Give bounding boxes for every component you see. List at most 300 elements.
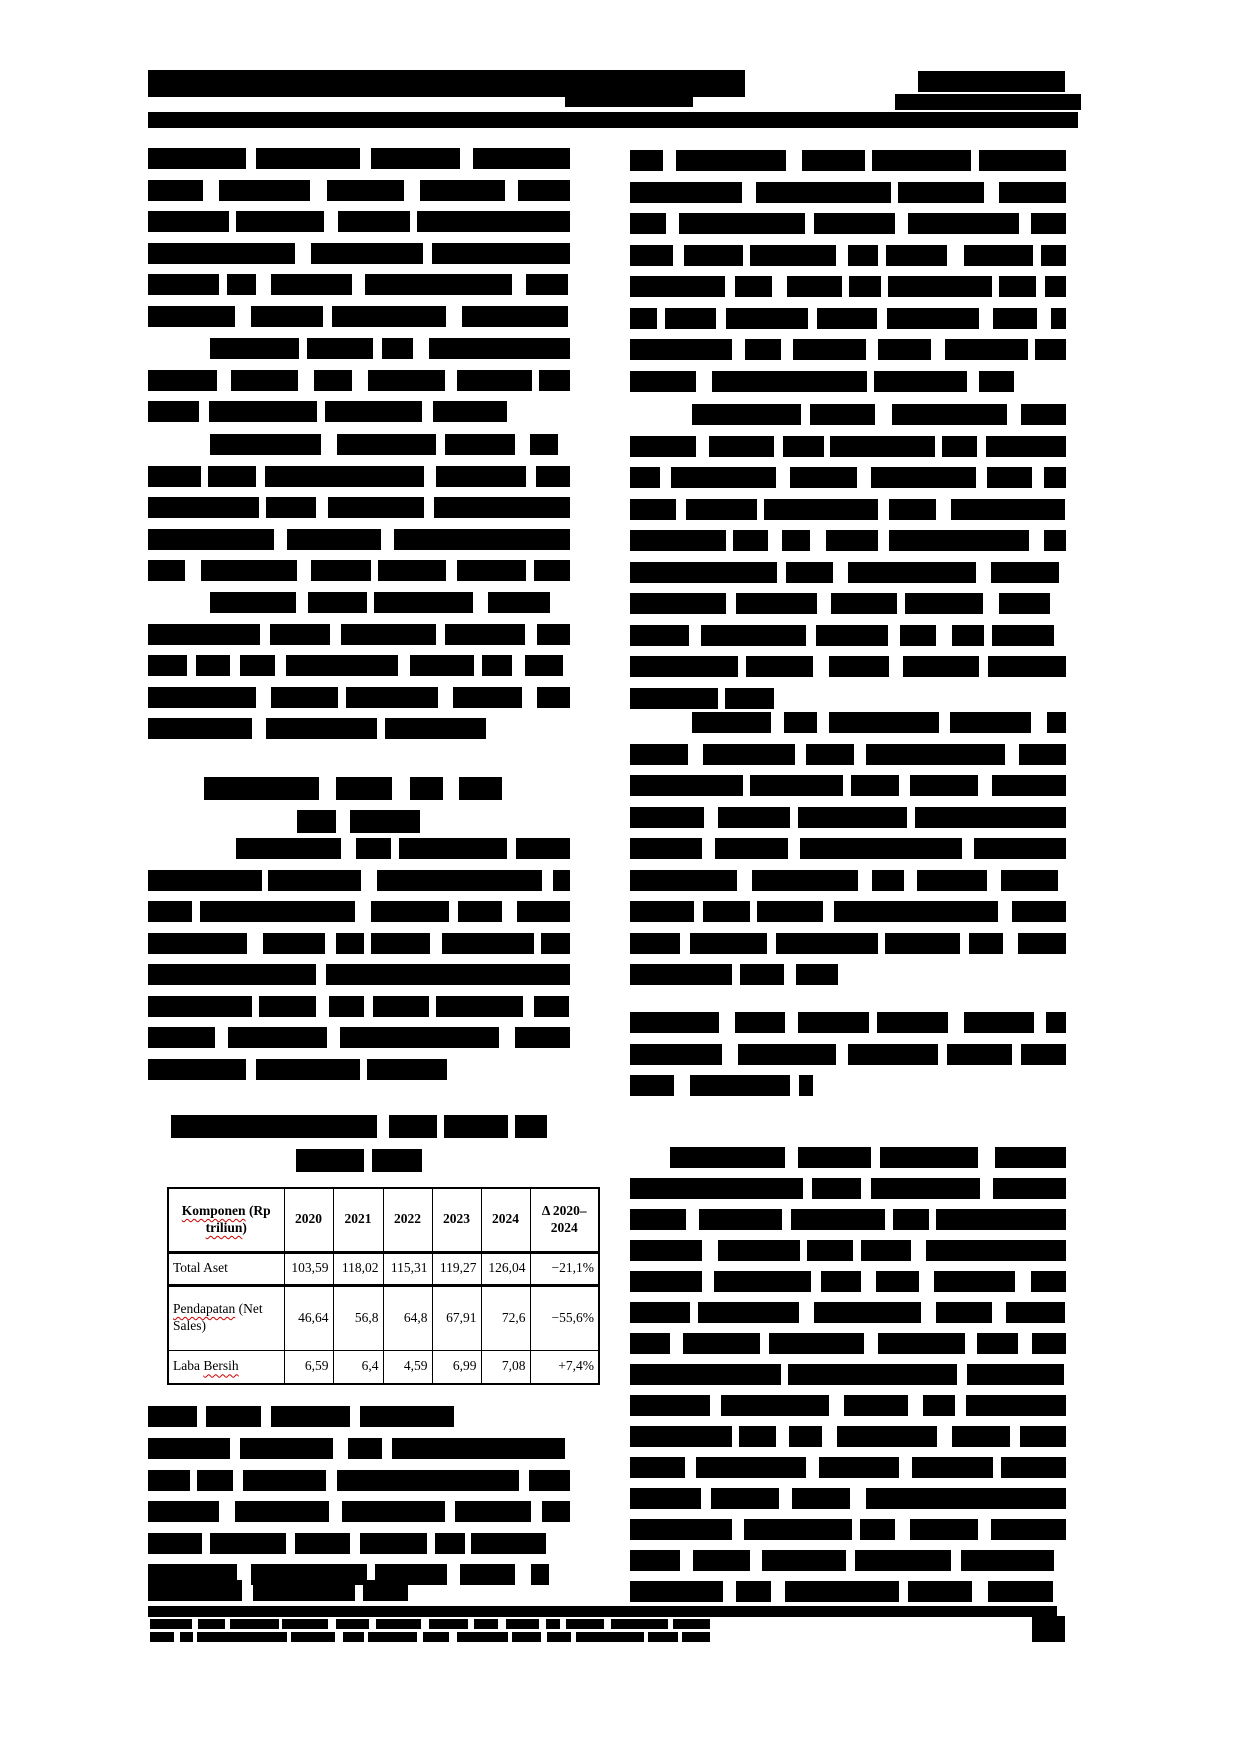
right-para-5-redaction-bar — [739, 1426, 775, 1447]
left-para-4-redaction-bar — [482, 655, 512, 676]
right-para-5-redaction-bar — [807, 1240, 853, 1261]
header-rule — [148, 112, 1078, 128]
table-caption-redaction-redaction-bar — [515, 1115, 547, 1138]
left-para-4-redaction-bar — [286, 655, 336, 676]
table-cell: 6,4 — [333, 1350, 383, 1384]
right-para-1-redaction-bar — [802, 150, 865, 171]
right-para-4-redaction-bar — [690, 1075, 790, 1096]
left-para-4-redaction-bar — [537, 624, 570, 645]
left-para-3-redaction-bar — [516, 497, 570, 518]
table-cell: 67,91 — [432, 1285, 481, 1350]
footnote-redaction-redaction-bar — [546, 1619, 560, 1629]
left-para-5-redaction-bar — [200, 901, 288, 922]
left-para-6-redaction-bar — [529, 1470, 570, 1491]
left-subheading-redaction-bar — [148, 1406, 197, 1427]
left-para-6-redaction-bar — [148, 1501, 219, 1522]
right-para-5-redaction-bar — [819, 1457, 899, 1478]
footnote-redaction-redaction-bar — [230, 1619, 279, 1629]
left-para-5-redaction-bar — [256, 1059, 360, 1080]
right-para-3-redaction-bar — [630, 807, 704, 828]
left-para-6-redaction-bar — [471, 1533, 546, 1554]
right-para-5-redaction-bar — [995, 1147, 1066, 1168]
right-para-5-redaction-bar — [792, 1488, 850, 1509]
word: (Rp — [245, 1202, 271, 1218]
right-para-5-redaction-bar — [788, 1364, 848, 1385]
right-para-5-redaction-bar — [1044, 1488, 1066, 1509]
left-para-2-redaction-bar — [382, 338, 413, 359]
left-para-3-redaction-bar — [445, 434, 515, 455]
right-para-2-redaction-bar — [892, 404, 1007, 425]
left-para-3-redaction-bar — [148, 466, 201, 487]
table-cell: 118,02 — [333, 1252, 383, 1285]
right-para-3-redaction-bar — [974, 838, 1066, 859]
left-para-4-redaction-bar — [410, 655, 474, 676]
footnote-redaction-redaction-bar — [368, 1632, 417, 1642]
left-para-1-redaction-bar — [473, 148, 570, 169]
right-para-2-redaction-bar — [871, 467, 976, 488]
right-para-5-redaction-bar — [967, 1364, 1064, 1385]
right-para-3-redaction-bar — [630, 964, 732, 985]
left-para-6-redaction-bar — [542, 1501, 570, 1522]
footnote-redaction-redaction-bar — [474, 1619, 498, 1629]
right-para-5-redaction-bar — [630, 1519, 732, 1540]
left-para-5-redaction-bar — [217, 933, 247, 954]
table-caption-redaction-redaction-bar — [296, 1149, 365, 1172]
left-para-4-redaction-bar — [148, 655, 187, 676]
right-para-1-redaction-bar — [844, 182, 891, 203]
table-caption-redaction-redaction-bar — [444, 1115, 508, 1138]
left-para-5-redaction-bar — [288, 901, 355, 922]
right-para-1-redaction-bar — [848, 245, 878, 266]
right-para-1-redaction-bar — [849, 276, 881, 297]
right-para-2-redaction-bar — [764, 499, 878, 520]
left-para-5-redaction-bar — [263, 933, 326, 954]
left-para-6-redaction-bar — [240, 1438, 334, 1459]
left-para-3-redaction-bar — [148, 560, 185, 581]
left-para-3-redaction-bar — [394, 529, 498, 550]
right-para-5-redaction-bar — [814, 1302, 921, 1323]
left-para-1-redaction-bar — [518, 180, 570, 201]
right-para-2-redaction-bar — [816, 625, 888, 646]
right-para-5-redaction-bar — [721, 1395, 829, 1416]
right-para-1-redaction-bar — [886, 245, 947, 266]
right-para-4-redaction-bar — [630, 1012, 719, 1033]
left-para-1-redaction-bar — [338, 211, 410, 232]
right-para-5-redaction-bar — [976, 1488, 1044, 1509]
right-para-5-redaction-bar — [908, 1581, 972, 1602]
left-para-6-redaction-bar — [295, 1533, 350, 1554]
left-para-1-redaction-bar — [256, 148, 360, 169]
table-cell: 4,59 — [383, 1350, 432, 1384]
left-para-2-redaction-bar — [231, 370, 298, 391]
right-para-5-redaction-bar — [745, 1364, 780, 1385]
right-para-5-redaction-bar — [1011, 1209, 1066, 1230]
left-para-3-redaction-bar — [434, 497, 516, 518]
right-para-1-redaction-bar — [979, 150, 1066, 171]
right-para-5-redaction-bar — [991, 1519, 1066, 1540]
right-para-5-redaction-bar — [630, 1209, 686, 1230]
left-section-heading-redaction-bar — [336, 777, 392, 800]
left-para-6-redaction-bar — [460, 1564, 515, 1585]
left-para-4-redaction-bar — [444, 592, 474, 613]
right-para-5-redaction-bar — [926, 1240, 1039, 1261]
right-para-3-redaction-bar — [969, 933, 1002, 954]
right-para-3-redaction-bar — [703, 901, 750, 922]
right-para-5-redaction-bar — [871, 1178, 980, 1199]
right-para-5-redaction-bar — [785, 1581, 898, 1602]
table-row-pendapatan — [168, 1285, 599, 1350]
left-para-4-redaction-bar — [453, 687, 522, 708]
left-para-3-redaction-bar — [265, 466, 360, 487]
left-para-1-redaction-bar — [311, 243, 423, 264]
left-para-5-redaction-bar — [439, 964, 540, 985]
left-para-6-redaction-bar — [197, 1470, 233, 1491]
right-para-2-redaction-bar — [746, 656, 814, 677]
left-para-4-redaction-bar — [148, 718, 252, 739]
right-para-2-redaction-bar — [701, 625, 807, 646]
right-para-5-redaction-bar — [866, 1488, 976, 1509]
left-para-3-redaction-bar — [337, 434, 436, 455]
table-cell: 56,8 — [333, 1285, 383, 1350]
footnote-redaction-redaction-bar — [512, 1632, 541, 1642]
footnote-redaction-redaction-bar — [576, 1632, 606, 1642]
left-para-2-redaction-bar — [429, 338, 487, 359]
left-para-2-redaction-bar — [539, 370, 570, 391]
right-para-5-redaction-bar — [630, 1550, 680, 1571]
right-para-2-redaction-bar — [987, 467, 1032, 488]
left-para-4-redaction-bar — [271, 687, 338, 708]
left-para-6-redaction-bar — [455, 1501, 531, 1522]
table-cell: 115,31 — [383, 1252, 432, 1285]
right-para-2-redaction-bar — [831, 593, 897, 614]
left-para-5-redaction-bar — [148, 1027, 215, 1048]
right-para-3-redaction-bar — [752, 870, 858, 891]
right-para-1-redaction-bar — [745, 339, 781, 360]
table-delta-cell: −21,1% — [530, 1252, 599, 1285]
left-para-3-redaction-bar — [210, 434, 277, 455]
left-para-3-redaction-bar — [148, 497, 259, 518]
table-cell: 126,04 — [481, 1252, 530, 1285]
footer-rule — [148, 1606, 1057, 1617]
right-para-1-redaction-bar — [665, 308, 716, 329]
footnote-redaction-redaction-bar — [150, 1619, 192, 1629]
table-year-header-2020: 2020 — [284, 1188, 333, 1252]
right-para-3-redaction-bar — [992, 775, 1066, 796]
right-para-5-redaction-bar — [699, 1209, 782, 1230]
right-para-5-redaction-bar — [630, 1426, 732, 1447]
footnote-redaction-redaction-bar — [311, 1632, 334, 1642]
table-row-label — [168, 1350, 284, 1384]
left-para-1-redaction-bar — [546, 243, 570, 264]
left-para-5-redaction-bar — [541, 933, 569, 954]
left-para-6-redaction-bar — [435, 1533, 465, 1554]
footnote-redaction-redaction-bar — [150, 1632, 174, 1642]
right-para-2-redaction-bar — [942, 436, 977, 457]
right-para-1-redaction-bar — [726, 308, 808, 329]
word: Laba — [173, 1358, 204, 1374]
footnote-redaction-redaction-bar — [198, 1619, 225, 1629]
table-header-row — [168, 1188, 599, 1252]
left-para-5-redaction-bar — [356, 838, 391, 859]
right-para-2-redaction-bar — [952, 625, 984, 646]
right-para-1-redaction-bar — [750, 245, 836, 266]
footnote-redaction-redaction-bar — [429, 1619, 468, 1629]
right-para-4-redaction-bar — [738, 1044, 836, 1065]
right-para-1-redaction-bar — [775, 213, 805, 234]
right-para-5-redaction-bar — [789, 1426, 822, 1447]
footnote-redaction-redaction-bar — [611, 1619, 626, 1629]
right-para-5-redaction-bar — [910, 1519, 978, 1540]
left-para-5-redaction-bar — [373, 996, 429, 1017]
right-para-3-redaction-bar — [950, 712, 1031, 733]
right-para-2-redaction-bar — [686, 499, 757, 520]
left-para-5-redaction-bar — [436, 996, 523, 1017]
left-para-1-redaction-bar — [459, 211, 570, 232]
right-para-2-redaction-bar — [986, 436, 1066, 457]
left-para-5-redaction-bar — [534, 996, 569, 1017]
right-para-2-redaction-bar — [630, 467, 660, 488]
right-para-1-redaction-bar — [757, 371, 866, 392]
right-para-5-redaction-bar — [630, 1581, 723, 1602]
right-para-5-redaction-bar — [923, 1395, 955, 1416]
footnote-redaction-redaction-bar — [625, 1619, 667, 1629]
right-para-1-redaction-bar — [630, 150, 663, 171]
right-para-2-redaction-bar — [630, 688, 718, 709]
right-para-1-redaction-bar — [1045, 276, 1066, 297]
right-para-3-redaction-bar — [630, 901, 694, 922]
right-para-3-redaction-bar — [829, 712, 939, 733]
left-para-6-redaction-bar — [531, 1564, 549, 1585]
left-para-4-redaction-bar — [341, 624, 436, 645]
left-para-1-redaction-bar — [148, 274, 219, 295]
left-para-6-redaction-bar — [210, 1533, 286, 1554]
right-para-5-redaction-bar — [936, 1209, 1011, 1230]
right-para-5-redaction-bar — [880, 1147, 978, 1168]
table-row-laba-bersih — [168, 1350, 599, 1384]
left-section-heading-redaction-bar — [410, 777, 442, 800]
right-para-1-redaction-bar — [793, 339, 865, 360]
right-para-1-redaction-bar — [979, 371, 1013, 392]
left-para-2-redaction-bar — [209, 401, 318, 422]
right-para-5-redaction-bar — [849, 1364, 957, 1385]
left-section-heading-redaction-bar — [459, 777, 501, 800]
table-cell: 103,59 — [284, 1252, 333, 1285]
table-caption-redaction-redaction-bar — [171, 1115, 280, 1138]
table-cell: 72,6 — [481, 1285, 530, 1350]
right-para-1-redaction-bar — [735, 276, 772, 297]
right-para-5-redaction-bar — [762, 1550, 846, 1571]
left-para-3-redaction-bar — [378, 560, 446, 581]
right-para-3-redaction-bar — [630, 838, 702, 859]
right-para-1-redaction-bar — [964, 245, 1034, 266]
right-para-2-redaction-bar — [829, 656, 889, 677]
right-para-4-redaction-bar — [630, 1075, 674, 1096]
footnote-redaction-redaction-bar — [245, 1632, 286, 1642]
right-para-1-redaction-bar — [872, 150, 970, 171]
table-delta-cell: +7,4% — [530, 1350, 599, 1384]
right-para-3-redaction-bar — [630, 870, 737, 891]
left-para-6-redaction-bar — [235, 1501, 329, 1522]
table-year-header-2023: 2023 — [432, 1188, 481, 1252]
footnote-redaction-redaction-bar — [423, 1632, 450, 1642]
right-para-5-redaction-bar — [744, 1519, 852, 1540]
right-para-3-redaction-bar — [703, 744, 796, 765]
right-para-1-redaction-bar — [630, 213, 666, 234]
right-para-1-redaction-bar — [630, 245, 673, 266]
right-para-5-redaction-bar — [684, 1364, 746, 1385]
right-para-2-redaction-bar — [889, 530, 944, 551]
left-para-4-redaction-bar — [385, 718, 485, 739]
footnote-redaction-redaction-bar — [547, 1632, 572, 1642]
right-para-5-redaction-bar — [630, 1271, 702, 1292]
right-para-1-redaction-bar — [888, 276, 992, 297]
right-para-3-redaction-bar — [1012, 901, 1066, 922]
footnote-redaction-redaction-bar — [291, 1632, 311, 1642]
table-delta-cell: −55,6% — [530, 1285, 599, 1350]
right-para-3-redaction-bar — [800, 838, 896, 859]
left-para-3-redaction-bar — [328, 497, 423, 518]
right-para-3-redaction-bar — [872, 870, 904, 891]
right-para-2-redaction-bar — [733, 530, 768, 551]
right-para-2-redaction-bar — [1044, 467, 1066, 488]
misspelled-word: Pendapatan — [173, 1301, 236, 1317]
right-para-1-redaction-bar — [676, 150, 785, 171]
right-para-3-redaction-bar — [915, 807, 997, 828]
right-para-2-redaction-bar — [905, 593, 983, 614]
right-para-2-redaction-bar — [848, 562, 887, 583]
right-para-1-redaction-bar — [1041, 245, 1066, 266]
left-para-5-redaction-bar — [148, 964, 229, 985]
right-para-2-redaction-bar — [889, 499, 936, 520]
word: Total Aset — [173, 1260, 228, 1276]
right-para-5-redaction-bar — [769, 1333, 864, 1354]
right-para-3-redaction-bar — [715, 838, 788, 859]
footnote-redaction-redaction-bar — [682, 1632, 697, 1642]
left-para-3-redaction-bar — [311, 560, 371, 581]
right-para-2-redaction-bar — [736, 593, 817, 614]
left-para-4-redaction-bar — [148, 624, 260, 645]
left-para-2-redaction-bar — [457, 370, 531, 391]
right-para-5-redaction-bar — [791, 1209, 850, 1230]
right-para-2-redaction-bar — [826, 530, 878, 551]
right-para-4-redaction-bar — [798, 1012, 868, 1033]
right-para-5-redaction-bar — [966, 1395, 1066, 1416]
right-para-3-redaction-bar — [885, 933, 960, 954]
left-para-2-redaction-bar — [314, 370, 352, 391]
left-para-4-redaction-bar — [240, 655, 275, 676]
right-para-2-redaction-bar — [810, 404, 875, 425]
left-para-5-redaction-bar — [465, 870, 542, 891]
right-para-1-redaction-bar — [908, 213, 1019, 234]
right-para-2-redaction-bar — [830, 436, 935, 457]
right-para-3-redaction-bar — [806, 744, 854, 765]
left-para-5-redaction-bar — [540, 964, 570, 985]
right-para-5-redaction-bar — [812, 1178, 861, 1199]
right-para-3-redaction-bar — [796, 964, 838, 985]
left-para-6-redaction-bar — [243, 1470, 325, 1491]
right-para-2-redaction-bar — [944, 530, 1029, 551]
left-para-3-redaction-bar — [498, 529, 570, 550]
left-para-2-redaction-bar — [368, 370, 445, 391]
right-para-3-redaction-bar — [750, 775, 843, 796]
right-para-1-redaction-bar — [679, 213, 776, 234]
right-para-4-redaction-bar — [877, 1012, 948, 1033]
table-cell: 46,64 — [284, 1285, 333, 1350]
misspelled-word: Komponen — [181, 1202, 246, 1218]
right-para-5-redaction-bar — [630, 1333, 670, 1354]
right-para-3-redaction-bar — [900, 901, 999, 922]
left-para-4-redaction-bar — [210, 592, 296, 613]
right-para-1-redaction-bar — [887, 308, 978, 329]
left-para-5-redaction-bar — [228, 1027, 327, 1048]
right-para-3-redaction-bar — [690, 933, 767, 954]
left-para-1-redaction-bar — [148, 180, 203, 201]
right-para-3-redaction-bar — [910, 775, 978, 796]
right-para-1-redaction-bar — [1035, 339, 1066, 360]
right-para-5-redaction-bar — [714, 1271, 811, 1292]
right-para-2-redaction-bar — [630, 530, 726, 551]
left-para-3-redaction-bar — [185, 529, 274, 550]
left-para-6-redaction-bar — [348, 1438, 382, 1459]
right-para-3-redaction-bar — [948, 744, 1005, 765]
left-para-3-redaction-bar — [148, 529, 185, 550]
left-para-4-redaction-bar — [270, 624, 330, 645]
right-para-3-redaction-bar — [740, 964, 784, 985]
right-para-5-redaction-bar — [855, 1550, 951, 1571]
left-para-1-redaction-bar — [148, 243, 211, 264]
right-para-2-redaction-bar — [630, 499, 676, 520]
left-para-5-redaction-bar — [148, 1059, 246, 1080]
right-para-3-redaction-bar — [776, 933, 878, 954]
journal-info-line1 — [918, 71, 1065, 92]
right-para-2-redaction-bar — [630, 593, 726, 614]
left-para-6-redaction-bar — [337, 1470, 414, 1491]
right-para-1-redaction-bar — [630, 371, 696, 392]
right-para-3-redaction-bar — [851, 775, 898, 796]
left-para-5-redaction-bar — [399, 838, 507, 859]
right-para-3-redaction-bar — [784, 712, 817, 733]
right-para-1-redaction-bar — [712, 371, 757, 392]
left-para-1-redaction-bar — [236, 211, 324, 232]
left-para-3-redaction-bar — [359, 466, 423, 487]
misspelled-word: Bersih — [203, 1358, 239, 1374]
right-para-3-redaction-bar — [1019, 744, 1066, 765]
left-para-4-redaction-bar — [308, 592, 367, 613]
header-title-fragment — [565, 97, 693, 107]
right-para-5-redaction-bar — [736, 1581, 771, 1602]
left-para-3-redaction-bar — [534, 560, 570, 581]
right-para-5-redaction-bar — [837, 1426, 937, 1447]
left-section-heading-redaction-bar — [350, 810, 420, 833]
right-para-4-redaction-bar — [947, 1044, 1013, 1065]
right-para-5-redaction-bar — [934, 1271, 1015, 1292]
right-para-5-redaction-bar — [630, 1302, 690, 1323]
left-para-5-redaction-bar — [371, 901, 448, 922]
left-para-2-redaction-bar — [307, 338, 373, 359]
left-para-1-redaction-bar — [408, 274, 439, 295]
right-para-5-redaction-bar — [844, 1395, 908, 1416]
right-para-3-redaction-bar — [834, 901, 899, 922]
left-para-6-redaction-bar — [342, 1501, 445, 1522]
right-para-5-redaction-bar — [1006, 1302, 1065, 1323]
left-para-1-redaction-bar — [462, 306, 568, 327]
left-para-4-redaction-bar — [196, 655, 230, 676]
table-row-total-aset — [168, 1252, 599, 1285]
left-para-1-redaction-bar — [440, 274, 513, 295]
right-para-4-redaction-bar — [799, 1075, 813, 1096]
left-para-5-redaction-bar — [515, 1027, 570, 1048]
right-para-2-redaction-bar — [783, 436, 823, 457]
